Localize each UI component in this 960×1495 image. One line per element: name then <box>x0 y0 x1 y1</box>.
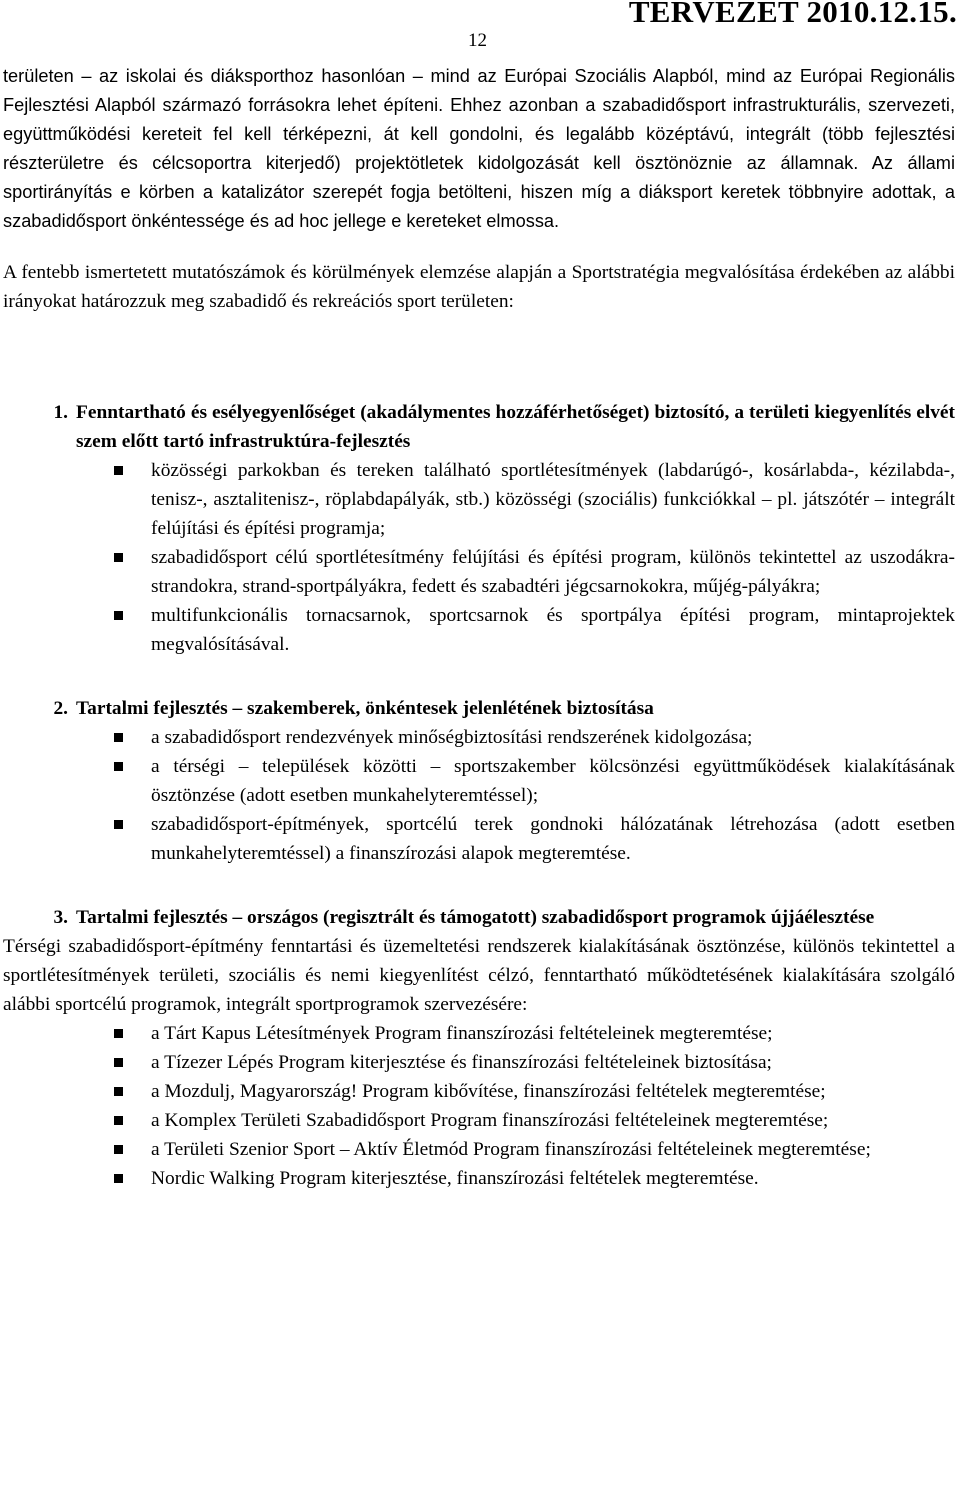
square-bullet-icon <box>114 1087 123 1096</box>
intro-paragraph: területen – az iskolai és diáksporthoz hasonlóan – mind az Európai Szociális Alapból, mind az Európai Regionális Fejlesztési Alapból származó forrásokra lehet építeni. Ehhez azonban a szabadidősport infrastrukturális, szervezeti, együttműködési kereteit fel kell térképezni, át kell gondolni, és legalább középtávú, integrált (több fejlesztési részterületre és célcsoportra kiterjedő) projektötletek kidolgozását kell ösztönöznie az államnak. Az állami sportirányítás e körben a katalizátor szerepét fogja betölteni, hiszen míg a diáksport keretek többnyire adottak, a szabadidősport önkéntessége és ad hoc jellege e kereteket elmossa. <box>3 66 955 231</box>
square-bullet-icon <box>114 733 123 742</box>
section-1 <box>3 398 955 659</box>
section-title: Tartalmi fejlesztés – országos (regisztrált és támogatott) szabadidősport programok újjáélesztése <box>76 907 875 928</box>
list-item: szabadidősport célú sportlétesítmény felújítási és építési program, különös tekintettel az uszodákra-strandokra, strand-sportpályákra, fedett és szabadtéri jégcsarnokokra, műjég-pályákra; <box>151 543 955 601</box>
list-item: a térségi – települések közötti – sportszakember kölcsönzési együttműködések kialakításának ösztönzése (adott esetben munkahelyteremtéssel); <box>151 752 955 810</box>
bullet-list <box>3 723 955 868</box>
bullet-list <box>3 456 955 659</box>
square-bullet-icon <box>114 820 123 829</box>
section-2 <box>3 694 955 868</box>
list-item: a Mozdulj, Magyarország! Program kibővítése, finanszírozási feltételek megteremtése; <box>151 1077 955 1106</box>
draft-label: TERVEZET 2010.12.15. <box>628 0 957 29</box>
square-bullet-icon <box>114 1029 123 1038</box>
square-bullet-icon <box>114 1058 123 1067</box>
square-bullet-icon <box>114 762 123 771</box>
section-title: Fenntartható és esélyegyenlőséget (akadálymentes hozzáférhetőséget) biztosító, a területi kiegyenlítés elvét szem előtt tartó infrastruktúra-fejlesztés <box>76 402 955 452</box>
list-item: a Komplex Területi Szabadidősport Program finanszírozási feltételeinek megteremtése; <box>151 1106 955 1135</box>
section-number: 1. <box>53 402 68 423</box>
list-item: Nordic Walking Program kiterjesztése, finanszírozási feltételek megteremtése. <box>151 1164 955 1193</box>
list-item: a Tárt Kapus Létesítmények Program finanszírozási feltételeinek megteremtése; <box>151 1019 955 1048</box>
square-bullet-icon <box>114 611 123 620</box>
page-number: 12 <box>468 30 487 51</box>
list-item: multifunkcionális tornacsarnok, sportcsarnok és sportpálya építési program, mintaprojektek megvalósításával. <box>151 601 955 659</box>
square-bullet-icon <box>114 1174 123 1183</box>
document-body <box>3 62 955 1193</box>
page-header <box>0 0 960 60</box>
section-heading <box>3 694 955 723</box>
section-heading <box>3 398 955 456</box>
section-3 <box>3 903 955 1193</box>
section-body: Térségi szabadidősport-építmény fenntartási és üzemeltetési rendszerek kialakításának ösztönzése, különös tekintettel a sportlétesítmények területi, szociális és nemi kiegyenlítést célzó, fenntartható működtetésének kialakítására szolgáló alábbi sportcélú programok, integrált sportprogramok szervezésére: <box>3 936 955 1015</box>
second-paragraph: A fentebb ismertetett mutatószámok és körülmények elemzése alapján a Sportstratégia megvalósítása érdekében az alábbi irányokat határozzuk meg szabadidő és rekreációs sport területen: <box>3 262 955 312</box>
list-item: a Tízezer Lépés Program kiterjesztése és finanszírozási feltételeinek biztosítása; <box>151 1048 955 1077</box>
section-title: Tartalmi fejlesztés – szakemberek, önkéntesek jelenlétének biztosítása <box>76 698 654 719</box>
square-bullet-icon <box>114 1116 123 1125</box>
bullet-list <box>3 1019 955 1193</box>
section-heading <box>3 903 955 932</box>
list-item: szabadidősport-építmények, sportcélú terek gondnoki hálózatának létrehozása (adott esetben munkahelyteremtéssel) a finanszírozási alapok megteremtése. <box>151 810 955 868</box>
square-bullet-icon <box>114 553 123 562</box>
list-item: közösségi parkokban és tereken található sportlétesítmények (labdarúgó-, kosárlabda-, kézilabda-, tenisz-, asztalitenisz-, röplabdapályák, stb.) közösségi (szociális) funkciókkal – pl. játszótér – integrált felújítási és építési programja; <box>151 456 955 543</box>
square-bullet-icon <box>114 466 123 475</box>
section-number: 3. <box>53 907 68 928</box>
section-number: 2. <box>53 698 68 719</box>
list-item: a szabadidősport rendezvények minőségbiztosítási rendszerének kidolgozása; <box>151 723 955 752</box>
square-bullet-icon <box>114 1145 123 1154</box>
list-item: a Területi Szenior Sport – Aktív Életmód Program finanszírozási feltételeinek megteremtése; <box>151 1135 955 1164</box>
